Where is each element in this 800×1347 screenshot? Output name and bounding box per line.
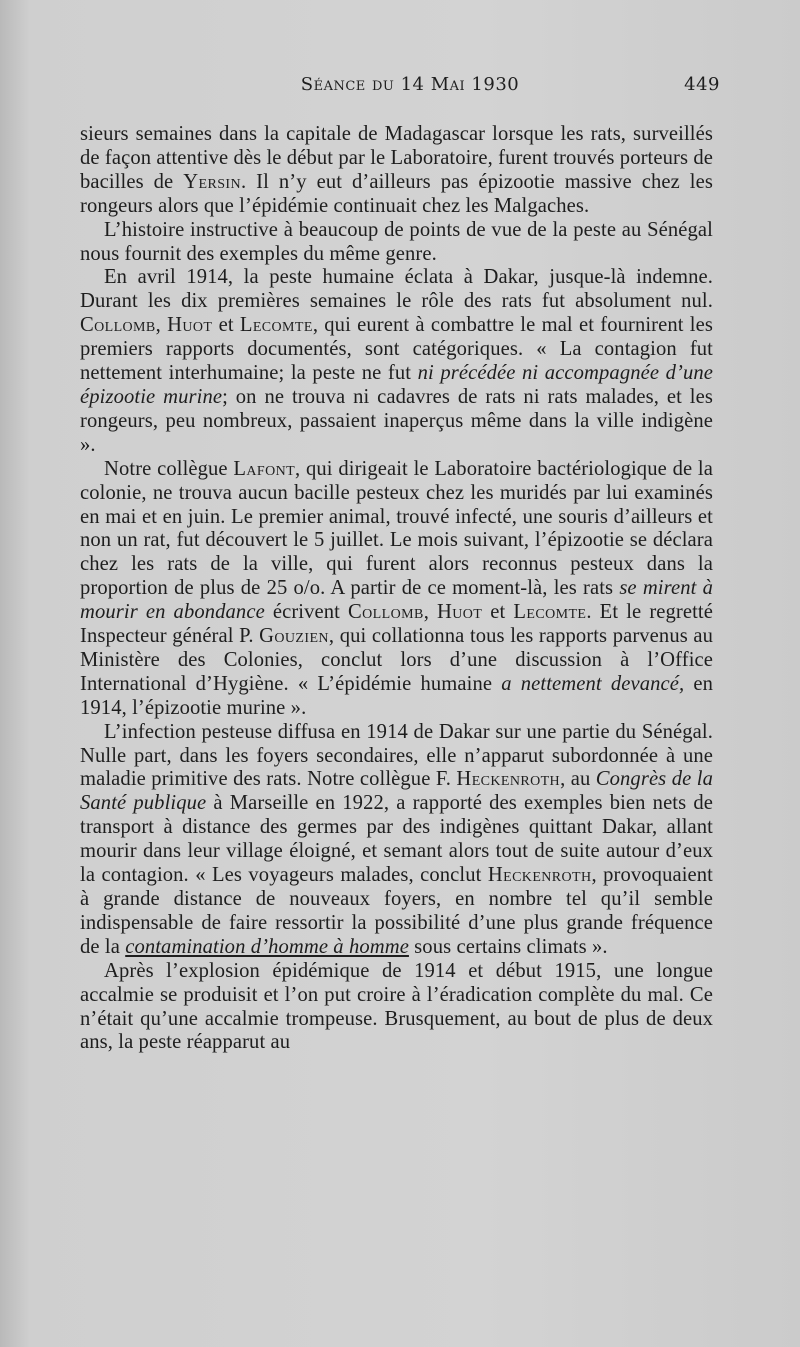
paragraph xyxy=(80,219,713,267)
text-run: Notre collègue xyxy=(104,457,234,480)
running-header xyxy=(80,74,720,104)
body-text xyxy=(80,123,713,1055)
paragraph xyxy=(80,266,713,457)
underlined-phrase: contamination d’homme à homme xyxy=(125,935,409,958)
italic-phrase: a nettement devancé, xyxy=(501,672,685,695)
text-run: , provoquaient à grande distance de nouveaux foyers, en nombre tel qu’il semble indispensable de faire ressortir la possibilité d’une plus grande fréquence de la xyxy=(80,864,713,958)
text-run: . Il n’y eut d’ailleurs pas épizootie massive chez les rongeurs alors que l’épidémie continuait chez les Malgaches. xyxy=(80,170,713,217)
text-run: . Et le regretté Inspecteur général P. xyxy=(80,601,713,648)
paragraph xyxy=(80,458,713,721)
small-caps-name: Lecomte xyxy=(513,601,587,624)
text-run: , qui dirigeait le Laboratoire bactériologique de la colonie, ne trouva aucun bacille pesteux chez les muridés par lui examinés en mai et en juin. Le premier animal, trouvé infecté, une souris d’ailleurs et non un rat, fut découvert le 5 juillet. Le mois suivant, l’épizootie se déclara chez les rats de la ville, qui furent alors reconnus pesteux dans la proportion de plus de 25 o/o. A partir de ce moment-là, les rats xyxy=(80,457,713,600)
text-run: sieurs semaines dans la capitale de Madagascar lorsque les rats, surveillés de façon attentive dès le début par le Laboratoire, furent trouvés porteurs de bacilles de xyxy=(80,123,713,193)
text-run: , au xyxy=(560,768,596,791)
small-caps-name: Collomb xyxy=(80,314,156,337)
italic-phrase: Congrès de la Santé publique xyxy=(80,768,713,815)
small-caps-name: Collomb xyxy=(348,601,424,624)
text-run: , xyxy=(155,314,168,337)
small-caps-name: Huot xyxy=(437,601,483,624)
page-number: 449 xyxy=(684,74,720,95)
text-run: , qui eurent à combattre le mal et fournirent les premiers rapports documentés, sont catégoriques. « La contagion fut nettement interhumaine; la peste ne fut xyxy=(80,314,713,385)
text-run: En avril 1914, la peste humaine éclata à Dakar, jusque-là indemne. Durant les dix premières semaines le rôle des rats fut absolument nul. xyxy=(80,266,713,313)
text-run: Après l’explosion épidémique de 1914 et début 1915, une longue accalmie se produisit et l’on put croire à l’éradication complète du mal. Ce n’était qu’une accalmie trompeuse. Brusquement, au bout de plus de deux ans, la peste réapparut au xyxy=(80,959,713,1054)
text-run: écrivent xyxy=(264,601,349,624)
small-caps-name: Heckenroth xyxy=(456,768,561,791)
italic-phrase: se mirent à mourir en abondance xyxy=(80,577,713,624)
paragraph xyxy=(80,123,713,219)
text-run: , qui collationna tous les rapports parvenus au Ministère des Colonies, conclut lors d’une discussion à l’Office International d’Hygiène. « L’épidémie humaine xyxy=(80,625,713,695)
small-caps-name: Gouzien xyxy=(259,625,329,648)
text-run: ; on ne trouva ni cadavres de rats ni rats malades, et les rongeurs, peu nombreux, passaient inaperçus même dans la ville indigène ». xyxy=(80,385,713,456)
text-run: sous certains climats ». xyxy=(408,935,608,958)
text-run: en 1914, l’épizootie murine ». xyxy=(80,672,713,719)
text-run: , xyxy=(423,601,437,624)
text-run: et xyxy=(482,601,514,624)
small-caps-name: Lecomte xyxy=(239,314,313,337)
italic-phrase: ni précédée ni accompagnée d’une épizootie murine xyxy=(80,362,714,408)
text-run: et xyxy=(212,314,240,337)
text-run: à Marseille en 1922, a rapporté des exemples bien nets de transport à distance des germes par des indigènes quittant Dakar, allant mourir dans leur village éloigné, et semant alors tout de suite autour d’eux la contagion. « Les voyageurs malades, conclut xyxy=(80,792,713,887)
small-caps-name: Lafont xyxy=(233,457,296,480)
text-run: L’infection pesteuse diffusa en 1914 de Dakar sur une partie du Sénégal. Nulle part, dans les foyers secondaires, elle n’apparut subordonnée à une maladie primitive des rats. Notre collègue F. xyxy=(80,720,713,791)
paragraph xyxy=(80,721,713,960)
small-caps-name: Heckenroth xyxy=(487,864,592,887)
running-title: Séance du 14 Mai 1930 xyxy=(300,74,520,95)
paragraph xyxy=(80,960,713,1056)
text-run: L’histoire instructive à beaucoup de points de vue de la peste au Sénégal nous fournit des exemples du même genre. xyxy=(80,218,713,265)
small-caps-name: Huot xyxy=(167,314,213,337)
small-caps-name: Yersin xyxy=(183,170,241,193)
